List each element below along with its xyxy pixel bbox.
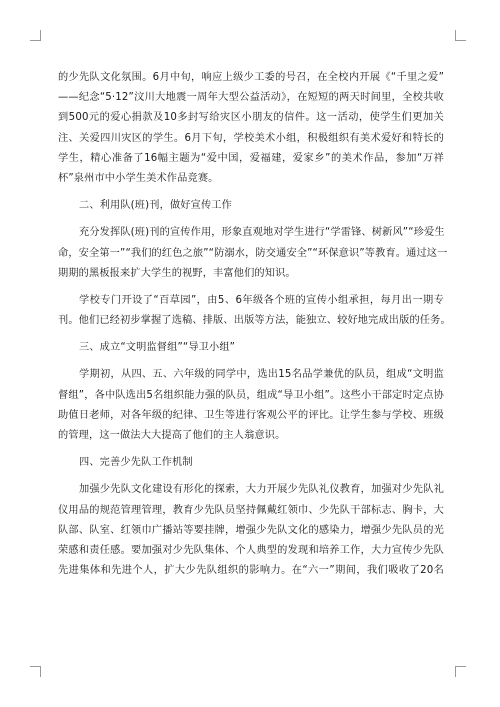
section-heading: 二、利用队(班)刊，做好宣传工作 — [79, 200, 232, 212]
text-line: 杯”泉州市中小学生美术作品竞赛。 — [58, 172, 219, 184]
section-heading: 四、完善少先队工作机制 — [79, 457, 193, 469]
crop-mark-bottom-right — [455, 666, 466, 677]
text-line: 先进集体和先进个人，扩大少先队组织的影响力。在“六一”期间，我们吸收了20名 — [58, 565, 444, 577]
document-body — [58, 68, 451, 581]
text-line: 学期初，从四、五、六年级的同学中，选出15名品学兼优的队员，组成“文明监 — [79, 369, 444, 381]
text-line: 的管理，这一做法大大提高了他们的主人翁意识。 — [58, 430, 286, 441]
text-line: 督组”，各中队选出5名组织能力强的队员，组成“导卫小组”。这些小干部定时定点协 — [58, 389, 444, 401]
section-heading: 三、成立“文明监督组”“导卫小组” — [79, 342, 236, 354]
text-line: 仪用品的规范管理管理，教育少先队员坚持佩戴红领巾、少先队干部标志、胸卡，大 — [58, 504, 444, 516]
paragraph — [58, 68, 444, 189]
text-line: 队部、队室、红领巾广播站等要挂牌，增强少先队文化的感染力，增强少先队员的光 — [58, 524, 444, 536]
text-line: 刊。他们已经初步掌握了选稿、排版、出版等方法，能独立、较好地完成出版的任务。 — [58, 315, 451, 327]
text-line: 到500元的爱心捐款及10多封写给灾区小朋友的信件。这一活动，使学生们更加关 — [58, 112, 444, 124]
paragraph — [58, 480, 444, 581]
paragraph — [58, 365, 444, 446]
paragraph-spacing — [58, 284, 444, 291]
crop-mark-top-right — [455, 30, 466, 41]
text-line: 注、关爱四川灾区的学生。6月下旬，学校美术小组，积极组织有美术爱好和特长的 — [58, 132, 444, 144]
text-line: ——纪念“5·12”汶川大地震一周年大型公益活动》，在短短的两天时间里，全校共收 — [58, 92, 444, 104]
text-line: 助值日老师，对各年级的纪律、卫生等进行客观公平的评比。让学生参与学校、班级 — [58, 409, 444, 421]
crop-mark-top-left — [30, 30, 41, 41]
text-line: 充分发挥队(班)刊的宣传作用，形象直观地对学生进行“学雷锋、树新风”“珍爱生 — [79, 227, 445, 239]
text-line: 期期的黑板报来扩大学生的视野，丰富他们的知识。 — [58, 267, 296, 279]
crop-mark-bottom-left — [30, 666, 41, 677]
text-line: 加强少先队文化建设有形化的探索，大力开展少先队礼仪教育，加强对少先队礼 — [79, 484, 444, 496]
text-line: 学校专门开设了“百草园”，由5、6年级各个班的宣传小组承担，每月出一期专 — [79, 294, 444, 306]
paragraph — [58, 223, 448, 284]
paragraph — [58, 291, 451, 331]
text-line: 的少先队文化氛围。6月中旬，响应上级少工委的号召，在全校内开展《“千里之爱” — [58, 72, 444, 83]
text-line: 命，安全第一”“我们的红色之旅”“防溺水，防交通安全”“环保意识”等教育。通过这一 — [58, 247, 448, 259]
text-line: 荣感和责任感。要加强对少先队集体、个人典型的发现和培养工作，大力宣传少先队 — [58, 544, 444, 556]
text-line: 学生，精心准备了16幅主题为“爱中国，爱福建，爱家乡”的美术作品，参加“万祥 — [58, 152, 444, 164]
